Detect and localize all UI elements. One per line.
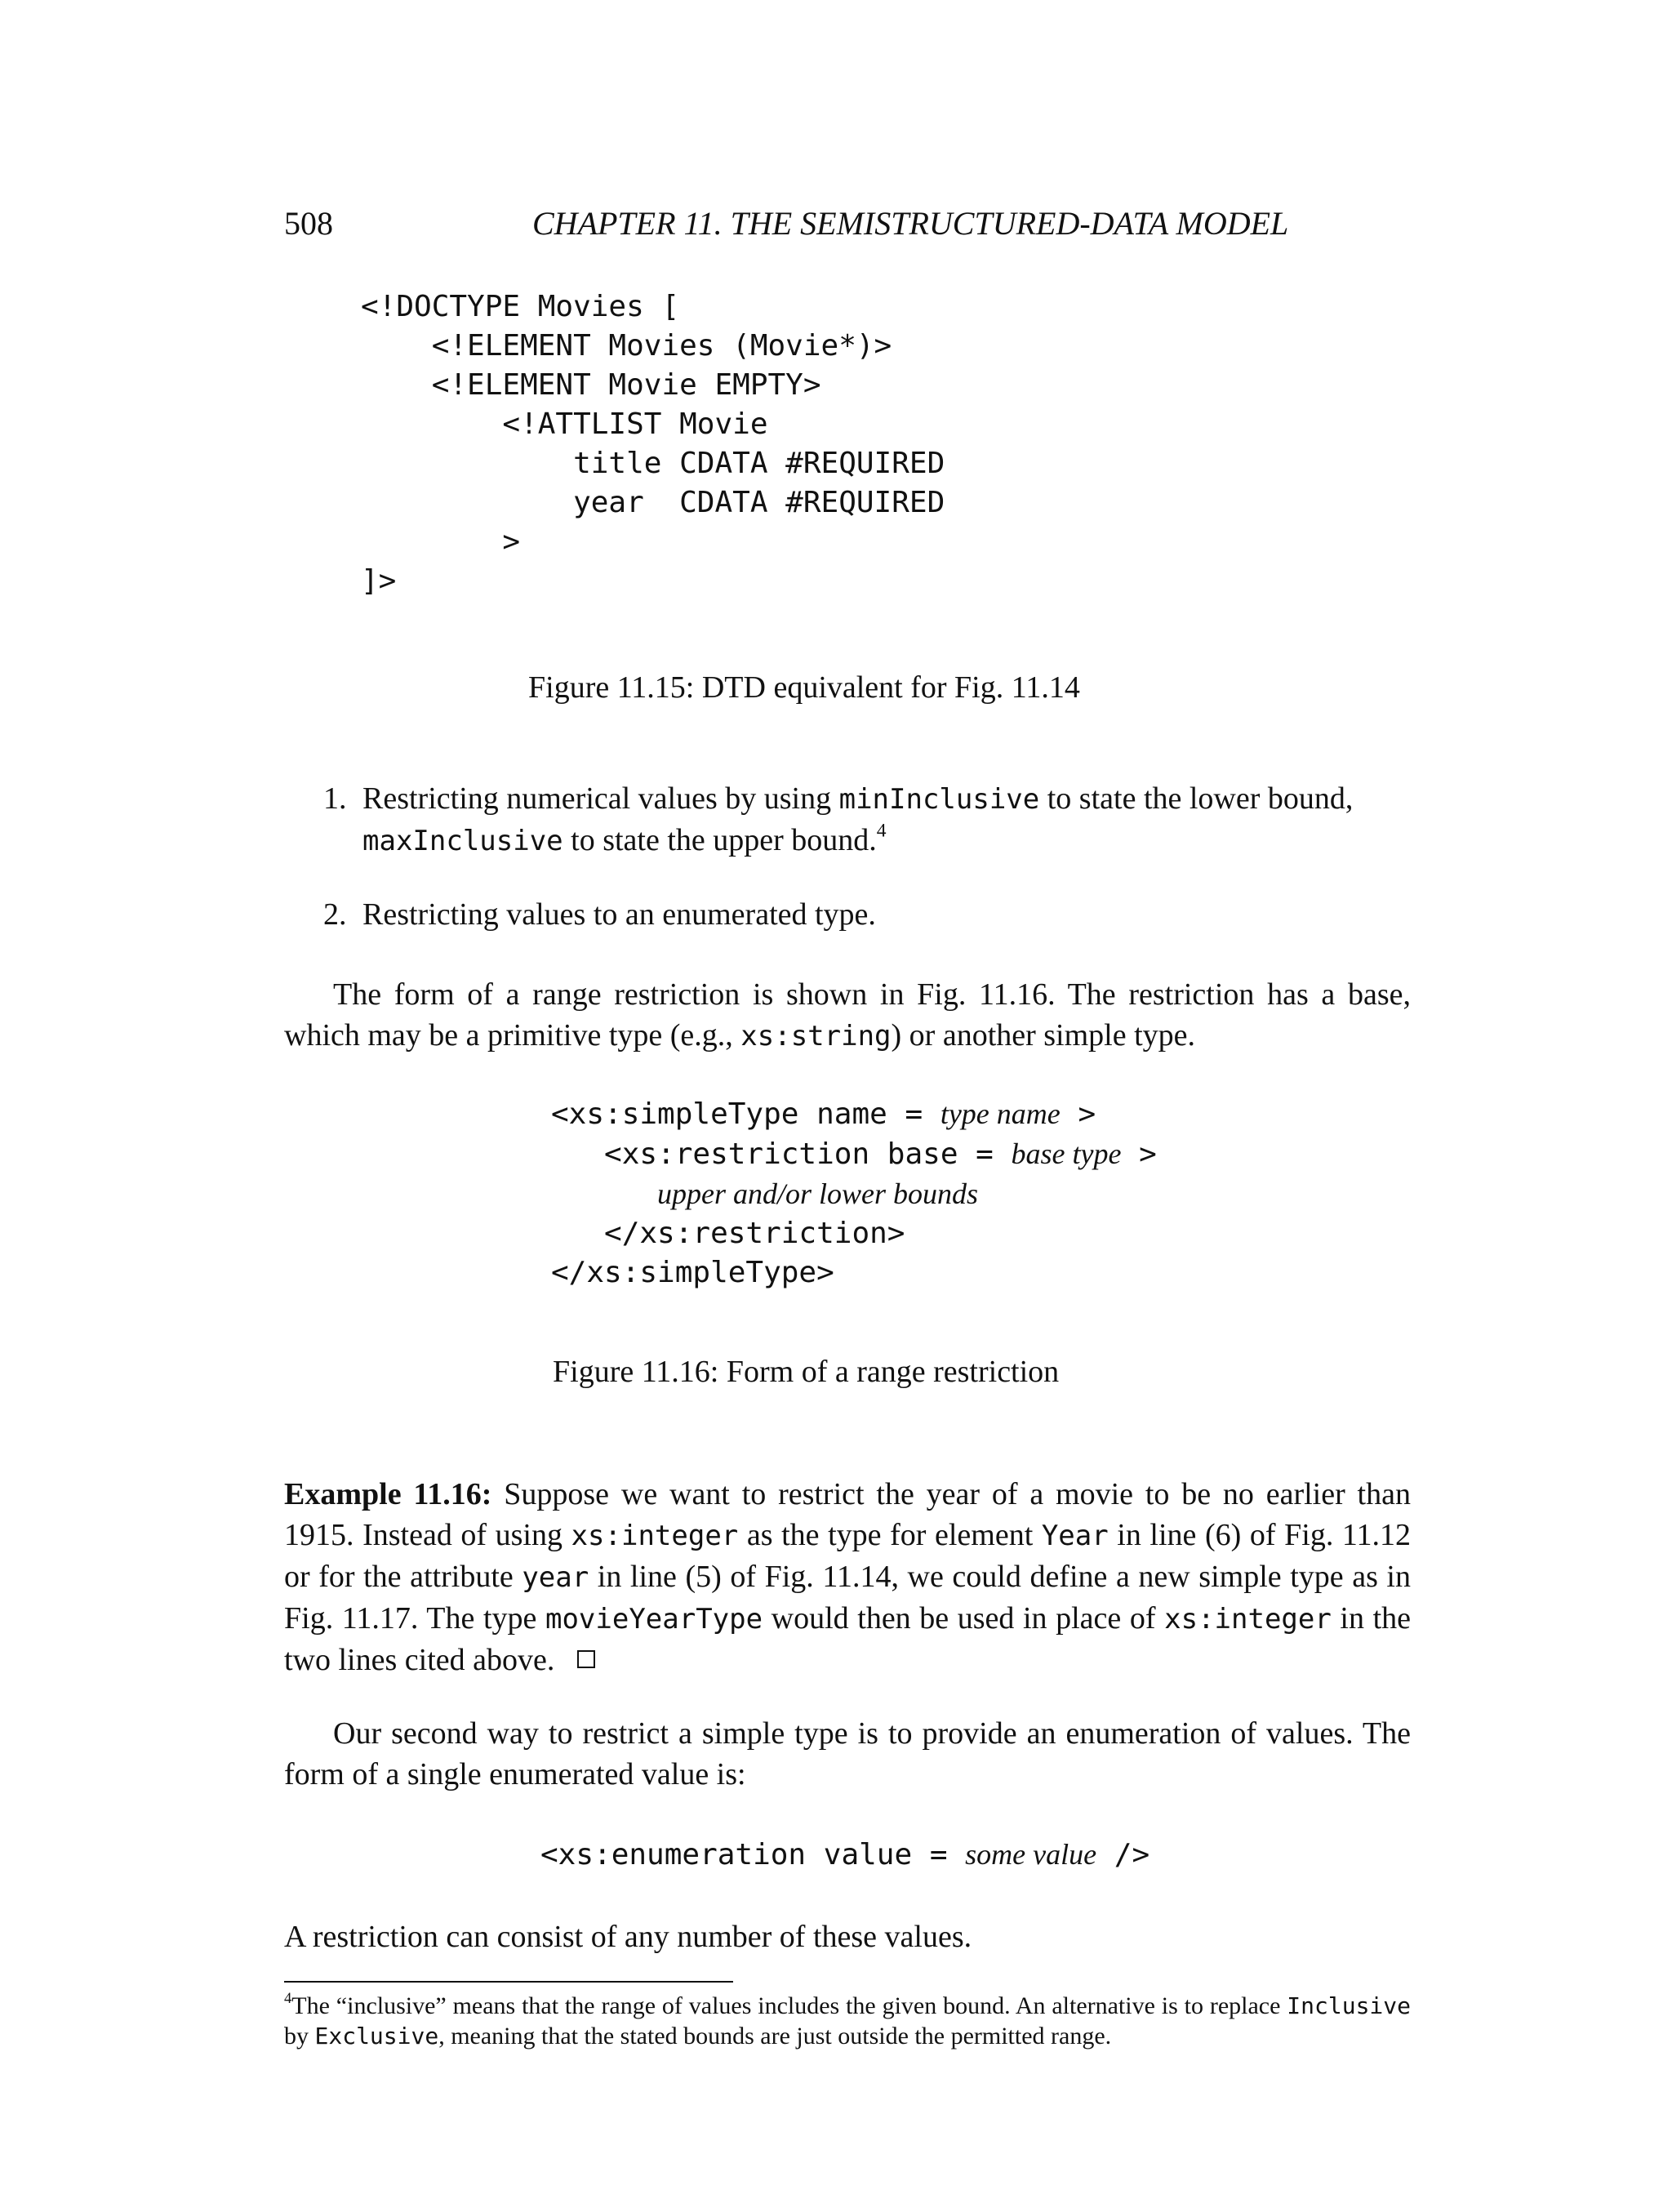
code-year-attribute: year	[522, 1561, 589, 1594]
enumeration-code-line	[540, 1837, 1150, 1872]
code-xs-integer: xs:integer	[1164, 1603, 1332, 1636]
code-placeholder: type name	[940, 1097, 1061, 1130]
code-placeholder: base type	[1011, 1137, 1122, 1170]
code-text: <xs:simpleType name =	[551, 1097, 940, 1131]
code-placeholder: upper and/or lower bounds	[657, 1177, 979, 1210]
paragraph-enumeration: Our second way to restrict a simple type is to provide an enumeration of values. The form of a single enumerated value is:	[284, 1716, 1411, 1791]
list-item-number: 1.	[323, 781, 347, 816]
text-run: to state the lower bound,	[1039, 781, 1354, 816]
footnote-reference: 4	[876, 820, 887, 842]
text-run: in the two lines cited above.	[284, 1601, 1411, 1677]
code-inclusive: Inclusive	[1287, 1992, 1411, 2019]
code-text: <xs:restriction base =	[551, 1137, 1012, 1171]
code-line	[551, 1134, 1157, 1174]
text-run: would then be used in place of	[763, 1601, 1165, 1636]
text-run: Suppose we want to restrict the year of a movie to be no earlier than 1915. Instead of using	[284, 1477, 1411, 1552]
dtd-code-block: <!DOCTYPE Movies [ <!ELEMENT Movies (Movie*)> <!ELEMENT Movie EMPTY> <!ATTLIST Movie title CDATA #REQUIRED year CDATA #REQUIRED > ]>	[361, 290, 945, 598]
paragraph-restriction-values: A restriction can consist of any number of these values.	[284, 1920, 972, 1954]
text-run: Restricting numerical values by using	[362, 781, 839, 816]
code-line	[551, 1174, 1157, 1214]
code-text: >	[1121, 1137, 1157, 1171]
text-run: The “inclusive” means that the range of values includes the given bound. An alternative is to replace	[291, 1992, 1287, 2019]
footnote-mark: 4	[284, 1989, 292, 2007]
list-item-number: 2.	[323, 897, 347, 932]
code-xs-integer: xs:integer	[571, 1520, 739, 1552]
code-movie-year-type: movieYearType	[545, 1603, 763, 1636]
code-max-inclusive: maxInclusive	[362, 825, 563, 857]
list-item-text: Restricting values to an enumerated type.	[362, 897, 876, 932]
code-line	[551, 1094, 1157, 1134]
code-year-element: Year	[1041, 1520, 1109, 1552]
text-run: as the type for element	[738, 1518, 1042, 1552]
code-min-inclusive: minInclusive	[838, 783, 1040, 816]
code-text: <xs:enumeration value =	[540, 1838, 966, 1872]
text-run: in line (5) of Fig. 11.14, we could define a new simple type as in Fig. 11.17. The type	[284, 1560, 1411, 1636]
footnote	[284, 1991, 1411, 2051]
text-run: The form of a range restriction is shown in Fig. 11.16. The restriction has a base, which may be a primitive type (e.g.,	[284, 977, 1411, 1053]
code-text: />	[1096, 1838, 1150, 1872]
text-run: by	[284, 2023, 315, 2050]
code-text: >	[1060, 1097, 1096, 1131]
text-run: , meaning that the stated bounds are just outside the permitted range.	[438, 2023, 1112, 2050]
text-run: ) or another simple type.	[891, 1018, 1196, 1053]
code-line: </xs:restriction>	[551, 1217, 905, 1250]
range-restriction-code-block	[551, 1094, 1157, 1293]
text-run: in line (6) of Fig. 11.12 or for the attribute	[284, 1518, 1411, 1594]
example-label: Example 11.16:	[284, 1477, 492, 1511]
code-exclusive: Exclusive	[314, 2023, 439, 2050]
paragraph-range-restriction	[284, 974, 1411, 1057]
code-line: </xs:simpleType>	[551, 1256, 834, 1289]
footnote-divider	[284, 1981, 733, 1983]
code-xs-string: xs:string	[740, 1020, 892, 1053]
figure-11-16-caption: Figure 11.16: Form of a range restriction	[553, 1355, 1060, 1389]
code-placeholder: some value	[965, 1838, 1097, 1871]
text-run: to state the upper bound.	[563, 823, 877, 857]
figure-11-15-caption: Figure 11.15: DTD equivalent for Fig. 11.14	[528, 670, 1080, 705]
example-11-16	[284, 1474, 1411, 1680]
end-of-example-box-icon	[577, 1650, 595, 1668]
running-head: CHAPTER 11. THE SEMISTRUCTURED-DATA MODEL	[532, 205, 1289, 242]
list-item-text	[362, 778, 1407, 861]
page-number: 508	[284, 205, 333, 242]
